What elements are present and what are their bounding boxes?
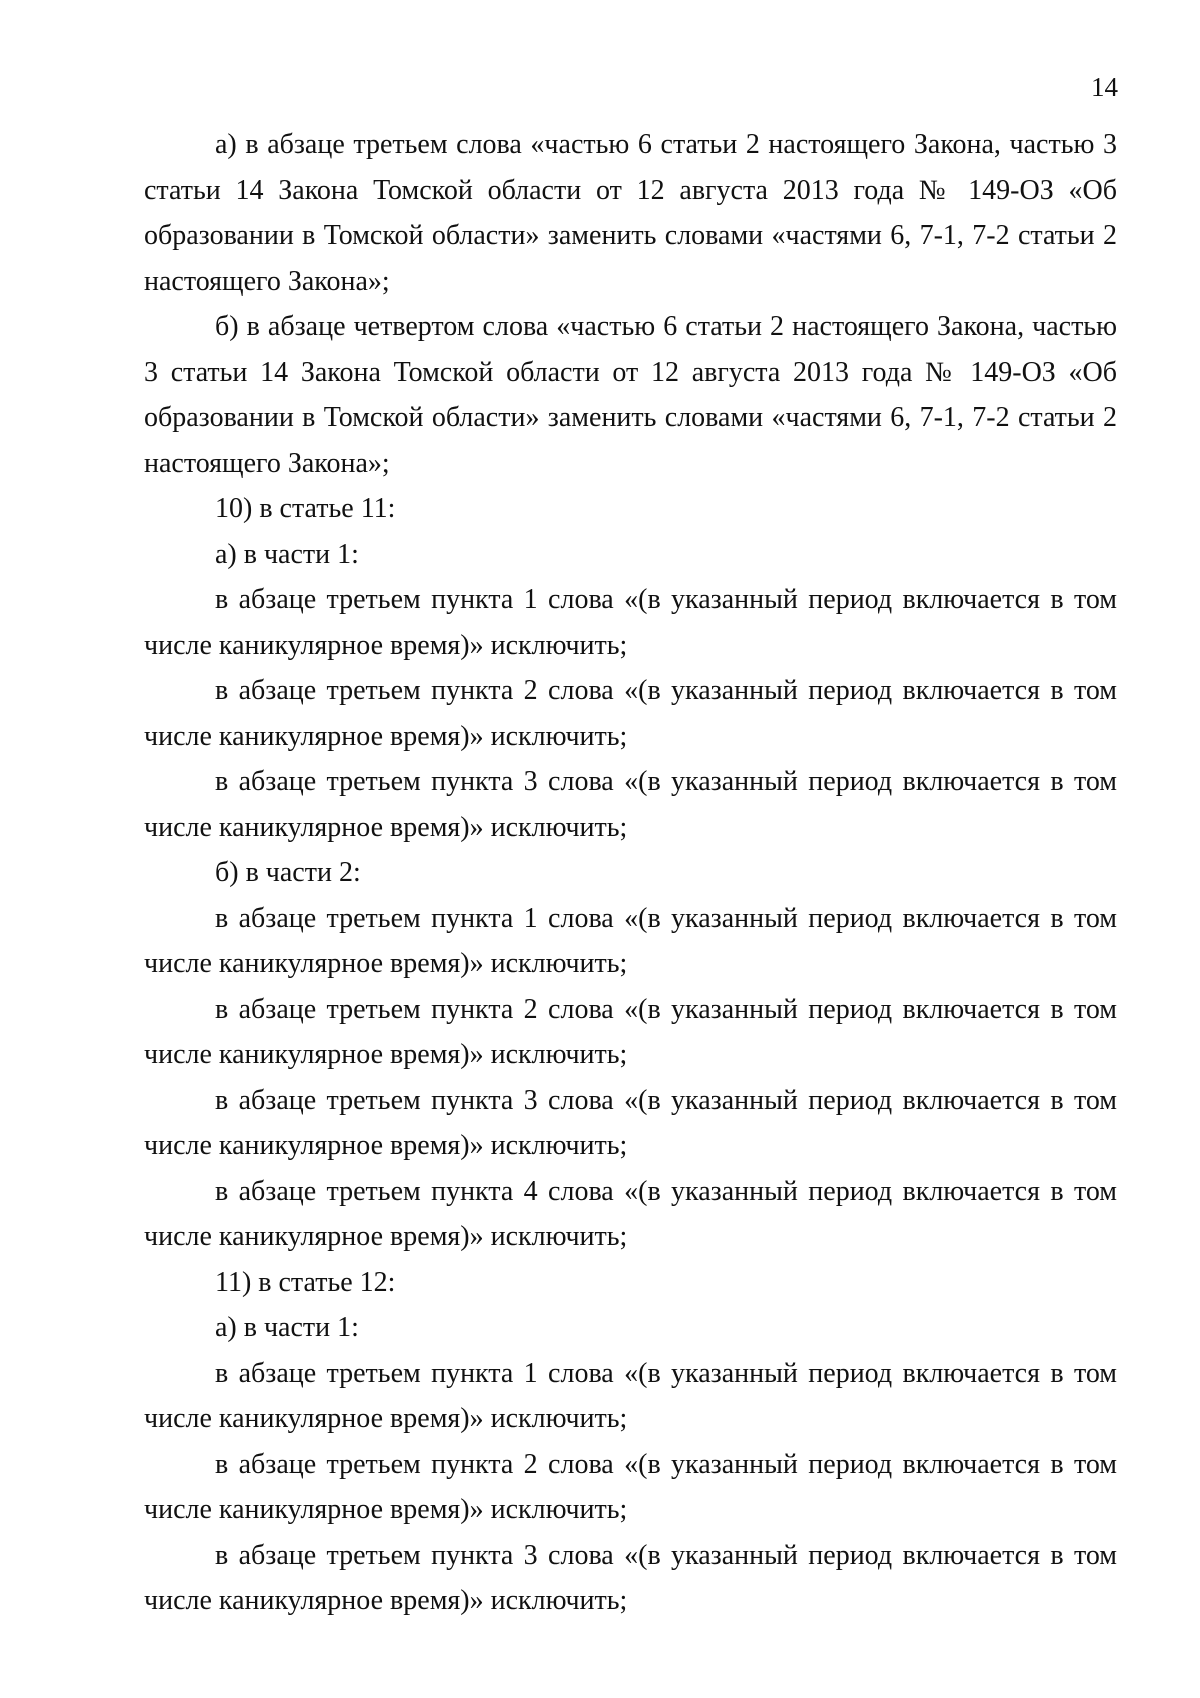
paragraph-art12-point2: в абзаце третьем пункта 2 слова «(в указанный период включается в том числе каникулярное время)» исключить; (144, 1448, 1117, 1525)
page-number: 14 (1091, 72, 1118, 102)
paragraph-part1-point3: в абзаце третьем пункта 3 слова «(в указанный период включается в том числе каникулярное время)» исключить; (144, 766, 1117, 843)
paragraph-art12-point1: в абзаце третьем пункта 1 слова «(в указанный период включается в том числе каникулярное время)» исключить; (144, 1357, 1117, 1434)
paragraph-art12-point3: в абзаце третьем пункта 3 слова «(в указанный период включается в том числе каникулярное время)» исключить; (144, 1539, 1117, 1616)
paragraph-part2-point4: в абзаце третьем пункта 4 слова «(в указанный период включается в том числе каникулярное время)» исключить; (144, 1175, 1117, 1252)
paragraph-part2-point2: в абзаце третьем пункта 2 слова «(в указанный период включается в том числе каникулярное время)» исключить; (144, 993, 1117, 1070)
paragraph-part2-point1: в абзаце третьем пункта 1 слова «(в указанный период включается в том числе каникулярное время)» исключить; (144, 902, 1117, 979)
paragraph-item-10-heading: 10) в статье 11: (215, 493, 396, 524)
paragraph-art12-part-1-heading: а) в части 1: (215, 1312, 359, 1343)
paragraph-part1-point2: в абзаце третьем пункта 2 слова «(в указанный период включается в том числе каникулярное время)» исключить; (144, 675, 1117, 752)
paragraph-part2-point3: в абзаце третьем пункта 3 слова «(в указанный период включается в том числе каникулярное время)» исключить; (144, 1084, 1117, 1161)
paragraph-part-2-heading: б) в части 2: (215, 857, 361, 888)
paragraph-part1-point1: в абзаце третьем пункта 1 слова «(в указанный период включается в том числе каникулярное время)» исключить; (144, 584, 1117, 661)
paragraph-amend-a: а) в абзаце третьем слова «частью 6 статьи 2 настоящего Закона, частью 3 статьи 14 Закона Томской области от 12 августа 2013 года № 149-ОЗ «Об образовании в Томской области» заменить словами «частями 6, 7-1, 7-2 статьи 2 настоящего Закона»; (144, 129, 1117, 297)
document-body (144, 122, 1117, 1624)
paragraph-amend-b: б) в абзаце четвертом слова «частью 6 статьи 2 настоящего Закона, частью 3 статьи 14 Закона Томской области от 12 августа 2013 года № 149-ОЗ «Об образовании в Томской области» заменить словами «частями 6, 7-1, 7-2 статьи 2 настоящего Закона»; (144, 311, 1117, 479)
paragraph-part-1-heading: а) в части 1: (215, 538, 359, 570)
paragraph-item-11-heading: 11) в статье 12: (215, 1266, 396, 1298)
